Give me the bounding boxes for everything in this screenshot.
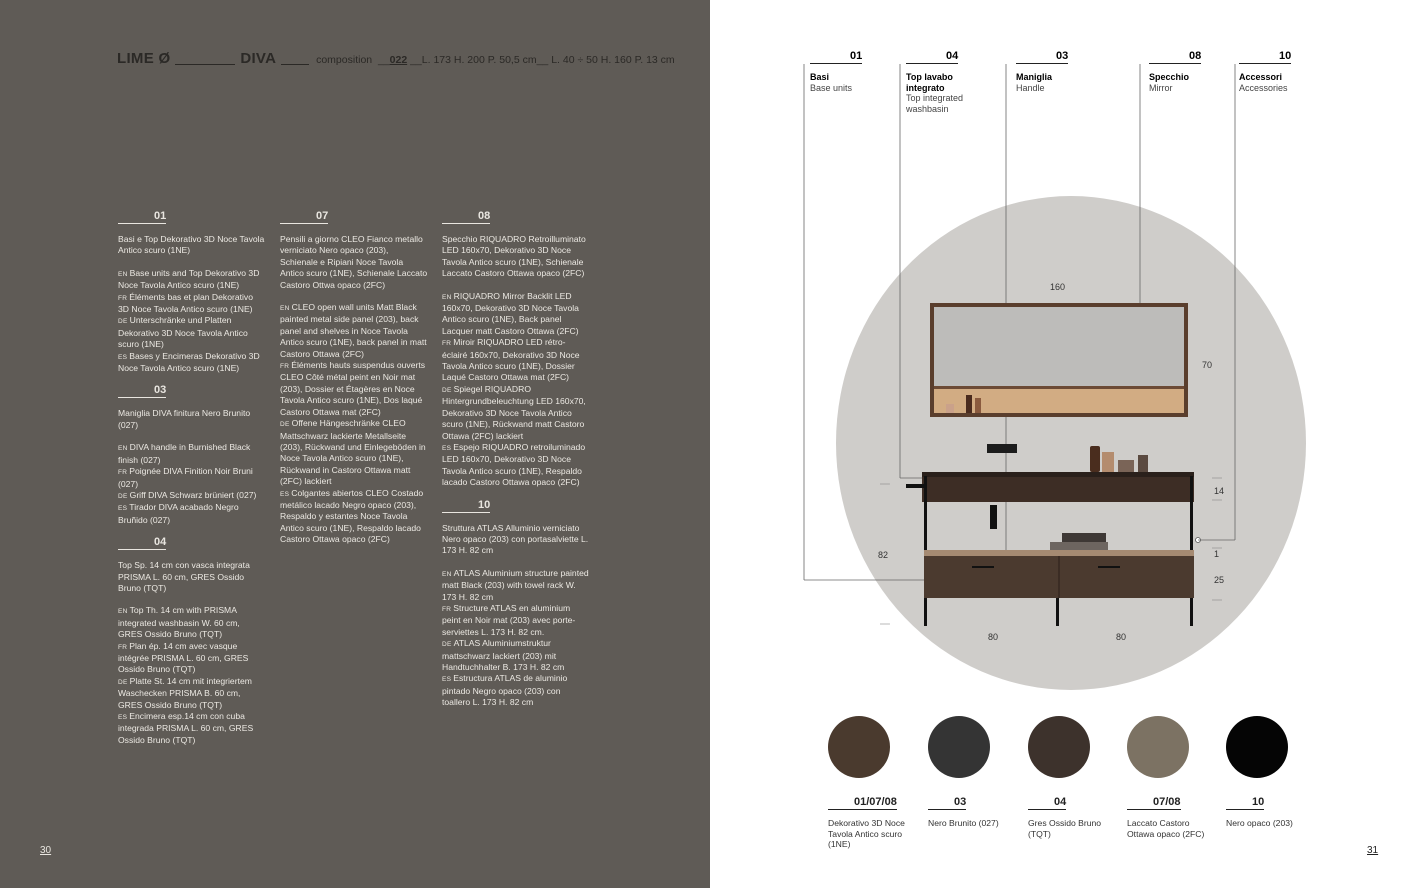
language-tag: ES	[280, 490, 290, 498]
language-tag: FR	[280, 363, 290, 371]
description-line	[280, 488, 428, 546]
description-text: Colgantes abiertos CLEO Costado metálico lacado Negro opaco (203), Respaldo y estantes Noce Tavola Antico scuro (1NE), Respaldo lacado Castoro Ottawa opaco (2FC)	[280, 487, 424, 545]
base-top-edge	[924, 550, 1194, 556]
language-tag: FR	[118, 294, 128, 302]
description-line	[118, 676, 266, 711]
legend-english: Accessories	[1239, 82, 1288, 93]
description-text: Base units and Top Dekorativo 3D Noce Tavola Antico scuro (1NE)	[118, 267, 260, 291]
description-text: Griff DIVA Schwarz brüniert (027)	[129, 489, 257, 500]
description-text: Encimera esp.14 cm con cuba integrada PRISMA L. 60 cm, GRES Ossido Bruno (TQT)	[118, 711, 254, 745]
finish-label	[1127, 796, 1207, 839]
description-line	[118, 351, 266, 375]
toothbrush-cup	[1138, 455, 1148, 472]
legend-code: 08	[1149, 50, 1201, 64]
legend-code: 03	[1016, 50, 1068, 64]
language-tag: DE	[118, 492, 128, 500]
language-tag: EN	[118, 270, 128, 278]
finish-name: Gres Ossido Bruno (TQT)	[1028, 818, 1102, 839]
description-line	[118, 234, 266, 257]
towel-rail	[906, 484, 924, 488]
component-description	[118, 560, 266, 746]
bowl	[1118, 460, 1134, 472]
legend-italian: Specchio	[1149, 72, 1190, 82]
description-line	[442, 337, 590, 384]
description-line	[118, 560, 266, 594]
description-line	[118, 292, 266, 316]
description-line	[280, 302, 428, 360]
legend-italian: Maniglia	[1016, 72, 1053, 82]
description-text: Struttura ATLAS Alluminio verniciato Nero opaco (203) con portasalviette L. 173 H. 82 cm	[442, 522, 589, 556]
language-tag: EN	[280, 305, 290, 313]
language-tag: ES	[118, 714, 128, 721]
soap-bottle	[1090, 446, 1100, 472]
handle-right	[1098, 566, 1120, 568]
finish-swatch	[928, 716, 990, 778]
legend-code: 04	[906, 50, 958, 64]
description-text: Structure ATLAS en aluminium peint en Noir mat (203) avec porte-serviettes L. 173 H. 82 cm.	[442, 602, 576, 637]
finish-swatch	[1127, 716, 1189, 778]
component-code: 01	[118, 210, 166, 224]
language-tag: ES	[118, 505, 128, 513]
composition-number: 022	[389, 54, 408, 66]
finish-swatch	[1226, 716, 1288, 778]
component-code: 08	[442, 210, 490, 224]
page-number-left: 30	[40, 845, 52, 856]
legend-english: Base units	[810, 82, 853, 93]
text-column-3	[442, 210, 590, 719]
description-text: Plan ép. 14 cm avec vasque intégrée PRISMA L. 60 cm, GRES Ossido Bruno (TQT)	[118, 640, 249, 675]
composition-header: LIME Ø DIVA composition __022 __L. 173 H. 200 P. 50,5 cm__ L. 40 ÷ 50 H. 160 P. 13 cm	[117, 50, 675, 67]
language-tag: DE	[442, 386, 452, 394]
component-description	[280, 234, 428, 546]
top-edge	[922, 472, 1194, 477]
description-line	[442, 603, 590, 638]
finish-name: Nero opaco (203)	[1226, 818, 1293, 828]
description-text: Offene Hängeschränke CLEO Mattschwarz lackierte Metallseite (203), Rückwand und Einlegeböden in Noce Tavola Antico scuro (1NE), Rückwand in Castoro Ottawa matt (2FC) lackiert	[280, 418, 426, 487]
language-tag: EN	[442, 570, 452, 578]
frame-leg-mid	[1056, 596, 1059, 626]
language-tag: FR	[442, 605, 452, 613]
composition-dims: L. 173 H. 200 P. 50,5 cm	[421, 54, 537, 66]
description-text: Maniglia DIVA finitura Nero Brunito (027)	[118, 408, 251, 430]
description-text: DIVA handle in Burnished Black finish (027)	[118, 442, 251, 465]
description-line	[118, 315, 266, 350]
dim-mirror-width: 160	[1050, 282, 1066, 292]
dim-total-height: 82	[878, 550, 889, 560]
dim-base-left: 80	[988, 632, 999, 642]
bottle-2	[975, 398, 981, 413]
description-text: RIQUADRO Mirror Backlit LED 160x70, Dekorativo 3D Noce Tavola Antico scuro (1NE), Back panel Lacquer matt Castoro Ottawa (2FC)	[442, 290, 579, 336]
description-text: ATLAS Aluminiumstruktur mattschwarz lackiert (203) mit Handtuchhalter B. 173 H. 82 cm	[442, 638, 565, 672]
description-text: CLEO open wall units Matt Black painted metal side panel (203), back panel and shelves in Noce Tavola Antico scuro (1NE), back panel in matt Castoro Ottawa (2FC)	[280, 302, 427, 359]
finish-swatch	[828, 716, 890, 778]
description-line	[442, 523, 590, 557]
description-line	[118, 605, 266, 640]
finish-label	[828, 796, 908, 850]
finish-code: 04	[1028, 796, 1066, 810]
language-tag: ES	[442, 676, 452, 684]
finish-swatch	[1028, 716, 1090, 778]
finish-name: Nero Brunito (027)	[928, 818, 999, 828]
dim-mirror-height: 70	[1202, 360, 1213, 370]
text-column-2	[280, 210, 428, 556]
description-line	[280, 418, 428, 487]
description-line	[280, 234, 428, 291]
description-line	[118, 502, 266, 526]
language-tag: EN	[118, 608, 128, 616]
jar	[946, 404, 954, 413]
description-line	[118, 408, 266, 431]
description-text: Éléments bas et plan Dekorativo 3D Noce Tavola Antico scuro (1NE)	[118, 291, 253, 315]
bottle-1	[966, 395, 972, 413]
model-diva: DIVA	[240, 50, 277, 67]
legend-code: 01	[810, 50, 862, 64]
description-line	[442, 234, 590, 280]
language-tag: DE	[118, 318, 128, 326]
description-line	[442, 638, 590, 673]
finish-code: 01/07/08	[828, 796, 897, 810]
legend-italian: Top lavabo integrato	[906, 72, 953, 93]
component-description	[442, 523, 590, 709]
description-text: Espejo RIQUADRO retroiluminado LED 160x70, Dekorativo 3D Noce Tavola Antico scuro (1NE), Respaldo lacado Castoro Ottawa opaco (2FC)	[442, 441, 586, 488]
component-description	[118, 234, 266, 374]
legend-italian: Basi	[810, 72, 830, 82]
description-text: Poignée DIVA Finition Noir Bruni (027)	[118, 466, 253, 489]
finish-name: Dekorativo 3D Noce Tavola Antico scuro (1NE)	[828, 818, 905, 849]
component-code: 07	[280, 210, 328, 224]
language-tag: ES	[118, 353, 128, 361]
description-line	[280, 360, 428, 418]
language-tag: EN	[118, 445, 128, 453]
description-line	[442, 568, 590, 603]
description-line	[118, 641, 266, 676]
description-line	[118, 711, 266, 746]
description-text: Unterschränke und Platten Dekorativo 3D Noce Tavola Antico scuro (1NE)	[118, 315, 248, 350]
component-code: 04	[118, 536, 166, 550]
composition-dims-2: L. 40 ÷ 50 H. 160 P. 13 cm	[551, 54, 675, 66]
mirror-shelf	[934, 386, 1184, 389]
description-line	[118, 268, 266, 292]
page-number-right: 31	[1367, 845, 1379, 856]
description-text: Spiegel RIQUADRO Hintergrundbeleuchtung LED 160x70, Dekorativo 3D Noce Tavola Antico scuro (1NE), Rückwand matt Castoro Ottawa (2FC) lackiert	[442, 383, 586, 441]
legend-english: Mirror	[1149, 82, 1173, 93]
language-tag: DE	[280, 421, 290, 429]
jar-2	[1102, 452, 1114, 472]
description-text: Estructura ATLAS de aluminio pintado Negro opaco (203) con toallero L. 173 H. 82 cm	[442, 673, 568, 708]
language-tag: DE	[442, 641, 452, 649]
model-lime: LIME Ø	[117, 50, 171, 67]
description-text: Specchio RIQUADRO Retroilluminato LED 160x70, Dekorativo 3D Noce Tavola Antico scuro (1NE), Schienale Laccato Castoro Ottawa opaco (2FC)	[442, 234, 586, 279]
description-line	[442, 442, 590, 489]
finish-label	[928, 796, 1008, 829]
language-tag: DE	[118, 678, 128, 686]
finish-label	[1028, 796, 1108, 839]
finish-name: Laccato Castoro Ottawa opaco (2FC)	[1127, 818, 1205, 839]
description-text: Tirador DIVA acabado Negro Bruñido (027)	[118, 502, 239, 525]
description-line	[442, 673, 590, 708]
language-tag: FR	[118, 643, 128, 651]
description-line	[442, 291, 590, 338]
handle-left	[972, 566, 994, 568]
text-column-1	[118, 210, 266, 756]
description-text: Platte St. 14 cm mit integriertem Waschecken PRISMA B. 60 cm, GRES Ossido Bruno (TQT)	[118, 675, 252, 710]
finish-code: 03	[928, 796, 966, 810]
component-code: 10	[442, 499, 490, 513]
component-description	[442, 234, 590, 489]
description-line	[118, 466, 266, 490]
legend-italian: Accessori	[1239, 72, 1283, 82]
language-tag: EN	[442, 293, 452, 301]
finish-code: 10	[1226, 796, 1264, 810]
legend-english: Top integrated washbasin	[906, 93, 964, 114]
siphon	[990, 505, 997, 529]
dim-gap: 1	[1214, 549, 1220, 559]
faucet-plate	[987, 444, 1017, 453]
dim-drawer: 25	[1214, 575, 1225, 585]
composition-label: composition	[316, 54, 373, 66]
finish-label	[1226, 796, 1306, 829]
finish-code: 07/08	[1127, 796, 1181, 810]
description-line	[442, 384, 590, 442]
language-tag: ES	[442, 444, 452, 452]
description-text: Éléments hauts suspendus ouverts CLEO Côté métal peint en Noir mat (203), Dossier et Étagères en Noce Tavola Antico scuro (1NE), Dos laqué Castoro Ottawa mat (2FC)	[280, 360, 426, 417]
towels-2	[1062, 533, 1106, 542]
description-text: Basi e Top Dekorativo 3D Noce Tavola Antico scuro (1NE)	[118, 234, 265, 256]
dim-top-height: 14	[1214, 486, 1225, 496]
language-tag: FR	[442, 340, 452, 348]
description-line	[118, 442, 266, 466]
header-rule-2	[281, 50, 309, 65]
description-line	[118, 490, 266, 502]
legend-code: 10	[1239, 50, 1291, 64]
legend-english: Handle	[1016, 82, 1045, 93]
description-text: Miroir RIQUADRO LED rétro-éclairé 160x70, Dekorativo 3D Noce Tavola Antico scuro (1NE), Dossier Laqué Castoro Ottawa mat (2FC)	[442, 337, 580, 383]
description-text: Top Th. 14 cm with PRISMA integrated washbasin W. 60 cm, GRES Ossido Bruno (TQT)	[118, 605, 240, 640]
component-description	[118, 408, 266, 526]
description-text: Bases y Encimeras Dekorativo 3D Noce Tavola Antico scuro (1NE)	[118, 350, 260, 374]
description-text: Pensili a giorno CLEO Fianco metallo verniciato Nero opaco (203), Schienale e Ripiani Noce Tavola Antico scuro (1NE), Schienale Laccato Castoro Ottwa opaco (2FC)	[280, 234, 428, 290]
description-text: Top Sp. 14 cm con vasca integrata PRISMA L. 60 cm, GRES Ossido Bruno (TQT)	[118, 560, 250, 593]
language-tag: FR	[118, 469, 128, 477]
dim-base-right: 80	[1116, 632, 1127, 642]
description-text: ATLAS Aluminium structure painted matt Black (203) with towel rack W. 173 H. 82 cm	[442, 567, 589, 602]
header-rule	[175, 50, 235, 65]
component-code: 03	[118, 384, 166, 398]
